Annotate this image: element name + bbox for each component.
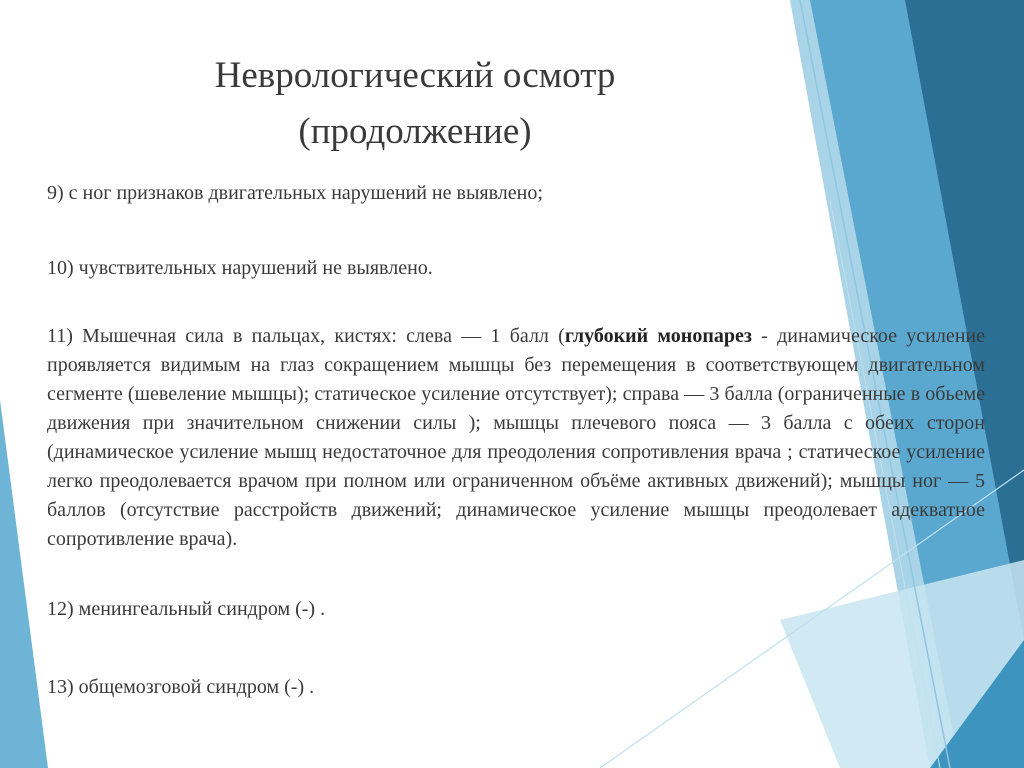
slide-title xyxy=(150,48,680,160)
item-13: 13) общемозговой синдром (-) . xyxy=(47,676,315,698)
item-9: 9) с ног признаков двигательных нарушений не выявлено; xyxy=(47,182,543,204)
title-line-2: (продолжение) xyxy=(298,111,532,152)
title-line-1: Неврологический осмотр xyxy=(214,55,616,96)
item-11 xyxy=(47,322,985,554)
item-10: 10) чувствительных нарушений не выявлено. xyxy=(47,257,433,279)
item-12: 12) менингеальный синдром (-) . xyxy=(47,598,326,620)
item-11-lead: 11) Мышечная сила в пальцах, кистях: слева — 1 балл ( xyxy=(47,325,565,347)
item-11-bold: глубокий монопарез xyxy=(564,325,752,347)
item-11-rest: - динамическое усиление проявляется видимым на глаз сокращением мышцы без перемещения в соответствующем двигательном сегменте (шевеление мышцы); статическое усиление отсутствует); справа — 3 балла (ограниченные в обьеме движения при значительном снижении силы ); мышцы плечевого пояса — 3 балла с обеих сторон (динамическое усиление мышц недостаточное для преодоления сопротивления врача ; статическое усиление легко преодолевается врачом при полном или ограниченном объёме активных движений); мышцы ног — 5 баллов (отсутствие расстройств движений; динамическое усиление мышцы преодолевает адекватное сопротивление врача). xyxy=(47,325,985,550)
left-edge-triangle xyxy=(0,400,48,768)
